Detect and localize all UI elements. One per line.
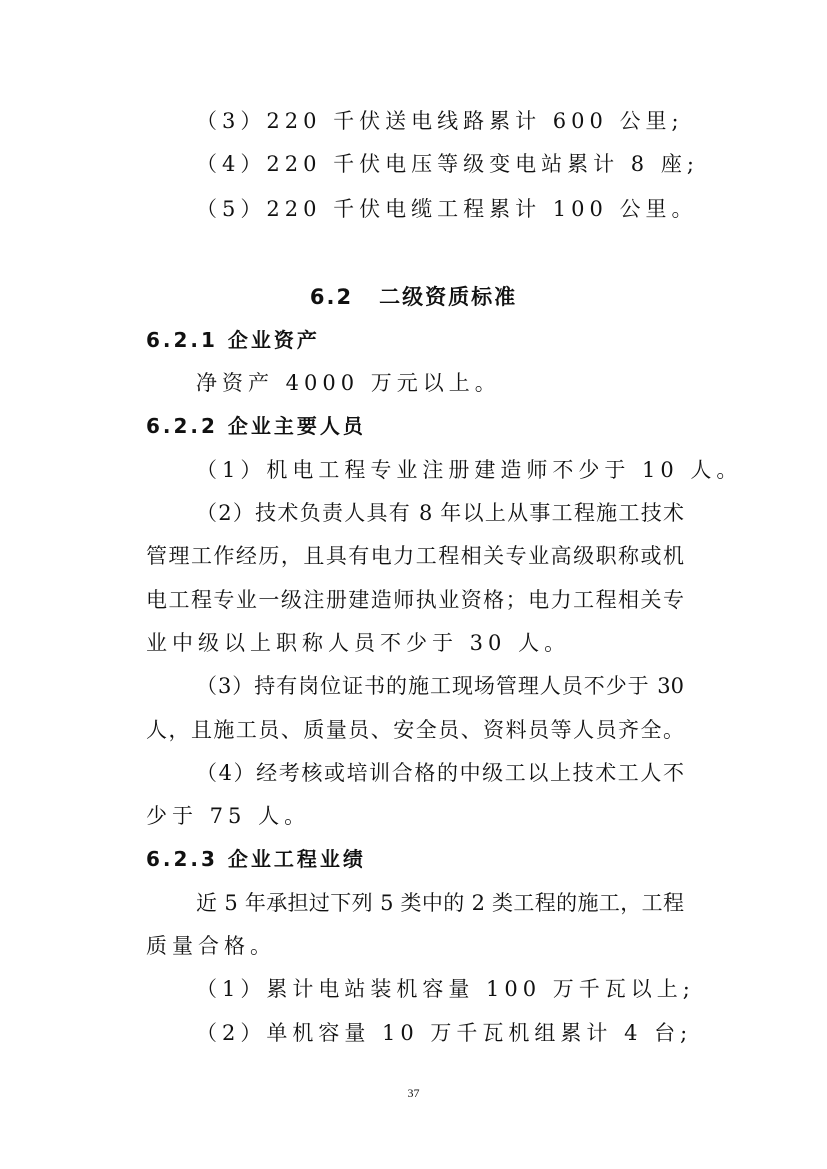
section-title: 二级资质标准: [379, 285, 518, 309]
section-heading: [0, 283, 827, 311]
paragraph-line: 人，且施工员、质量员、安全员、资料员等人员齐全。: [146, 718, 684, 742]
paragraph-line: 业中级以上职称人员不少于 30 人。: [146, 631, 571, 655]
list-item: （5）220 千伏电缆工程累计 100 公里。: [196, 197, 698, 221]
paragraph-line: 近 5 年承担过下列 5 类中的 2 类工程的施工，工程: [196, 891, 684, 915]
paragraph-line: 管理工作经历，且具有电力工程相关专业高级职称或机: [146, 544, 684, 568]
paragraph: （1）机电工程专业注册建造师不少于 10 人。: [196, 458, 743, 482]
list-item: （2）单机容量 10 万千瓦机组累计 4 台;: [196, 1021, 693, 1045]
paragraph-line: （2）技术负责人具有 8 年以上从事工程施工技术: [196, 501, 684, 525]
list-item: （1）累计电站装机容量 100 万千瓦以上;: [196, 977, 695, 1001]
paragraph: 净资产 4000 万元以上。: [196, 371, 501, 395]
subsection-heading: 6.2.1 企业资产: [146, 328, 320, 352]
paragraph-line: 电工程专业一级注册建造师执业资格；电力工程相关专: [146, 588, 684, 612]
subsection-heading: 6.2.3 企业工程业绩: [146, 847, 366, 871]
subsection-heading: 6.2.2 企业主要人员: [146, 414, 366, 438]
section-number: 6.2: [309, 285, 354, 309]
list-item: （3）220 千伏送电线路累计 600 公里;: [196, 109, 684, 133]
paragraph-line: （4）经考核或培训合格的中级工以上技术工人不: [196, 761, 684, 785]
paragraph-line: 少于 75 人。: [146, 804, 311, 828]
paragraph-line: 质量合格。: [146, 934, 276, 958]
page-number: 37: [407, 1086, 420, 1100]
paragraph-line: （3）持有岗位证书的施工现场管理人员不少于 30: [196, 674, 684, 698]
list-item: （4）220 千伏电压等级变电站累计 8 座;: [196, 152, 699, 176]
